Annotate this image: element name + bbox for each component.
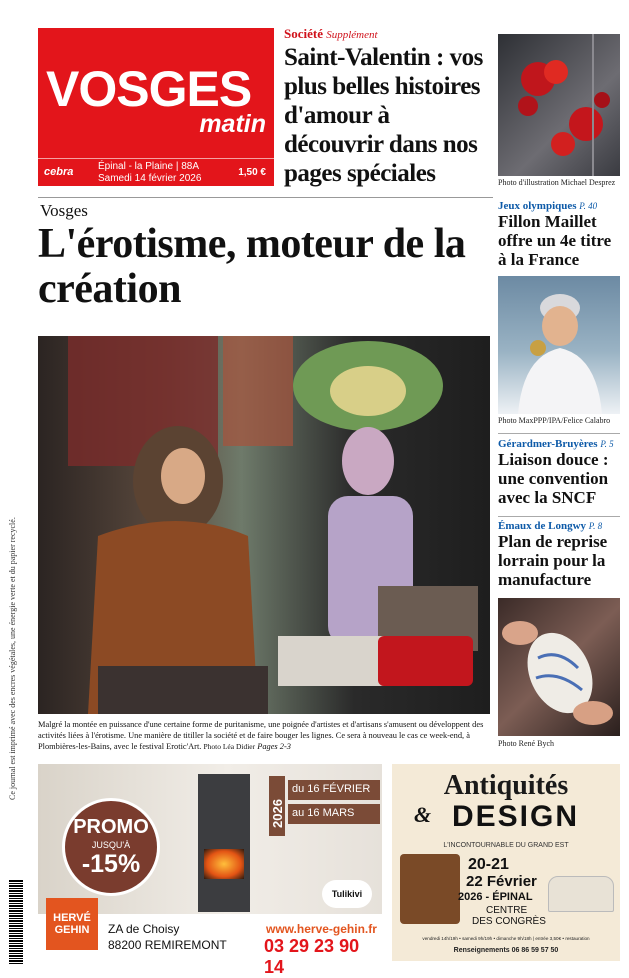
ad-website[interactable]: www.herve-gehin.fr bbox=[266, 922, 377, 936]
longwy-caption: Photo René Bych bbox=[498, 739, 554, 748]
ad-address-line1: ZA de Choisy bbox=[108, 922, 180, 936]
body-painting-illustration bbox=[38, 336, 490, 714]
side-headline: Plan de reprise lorrain pour la manufacture bbox=[498, 532, 608, 589]
top-teaser-kicker bbox=[284, 26, 378, 42]
ad-venue-2: DES CONGRÈS bbox=[472, 916, 546, 927]
fire-icon bbox=[204, 849, 244, 879]
promo-badge: PROMO JUSQU'À -15% bbox=[62, 798, 160, 896]
ad-venue-1: CENTRE bbox=[486, 905, 528, 916]
ad-address-line2: 88200 REMIREMONT bbox=[108, 938, 227, 952]
kicker-label: Société bbox=[284, 26, 323, 41]
valentine-caption: Photo d'illustration Michael Desprez bbox=[498, 178, 616, 187]
ad-date-to: au 16 MARS bbox=[288, 804, 380, 824]
caption-text: Malgré la montée en puissance d'une certaine forme de puritanisme, une poignée d'artistes et d'artisans s'amusent ou développent des activités liées à l'érotisme. Une manière de titiller la société et de faire bouger les lignes. Ce sera à nouveau le cas ce week-end, à Plombières-les-Bains, avec le festival Erotic'Art. bbox=[38, 720, 484, 751]
side-story-gerardmer[interactable] bbox=[498, 438, 623, 507]
edition-location: Épinal - la Plaine | 88A bbox=[98, 161, 199, 172]
ad-info: Renseignements 06 86 59 57 50 bbox=[453, 947, 559, 954]
masthead-title: VOSGES bbox=[46, 61, 252, 117]
ad-dates-2: 22 Février bbox=[466, 873, 537, 890]
divider bbox=[498, 516, 620, 517]
ad-year: 2026 bbox=[269, 776, 285, 836]
caption-credit: Photo Léa Didier bbox=[203, 742, 256, 751]
ad-phone: 03 29 23 90 14 bbox=[264, 936, 360, 977]
ad-title-2: DESIGN bbox=[452, 800, 580, 833]
side-headline: Fillon Maillet offre un 4e titre à la France bbox=[498, 212, 612, 269]
ad-tagline: L'INCONTOURNABLE DU GRAND EST bbox=[443, 842, 569, 849]
main-kicker: Vosges bbox=[40, 201, 88, 220]
red-flowers-illustration bbox=[498, 34, 620, 176]
print-note: Ce journal est imprimé avec des encres végétales, une énergie verte et du papier recyclé. bbox=[8, 517, 17, 800]
side-kicker: Gérardmer-Bruyères P. 5 bbox=[498, 438, 614, 450]
armchair-illustration bbox=[548, 876, 614, 912]
ad-ampersand: & bbox=[414, 802, 432, 827]
commode-illustration bbox=[400, 854, 460, 924]
ad-herve-gehin[interactable] bbox=[38, 764, 382, 977]
divider bbox=[498, 433, 620, 434]
enamel-vase-illustration bbox=[498, 598, 620, 736]
ad-title-1: Antiquités bbox=[443, 770, 569, 801]
olympics-caption: Photo MaxPPP/IPA/Felice Calabro bbox=[498, 416, 611, 425]
side-story-longwy[interactable] bbox=[498, 520, 623, 589]
olympics-photo[interactable] bbox=[498, 276, 620, 414]
main-headline[interactable]: L'érotisme, moteur de la création bbox=[38, 221, 466, 312]
main-photo[interactable] bbox=[38, 336, 490, 714]
price: 1,50 € bbox=[238, 167, 266, 178]
masthead-subtitle: matin bbox=[199, 110, 266, 138]
masthead bbox=[38, 28, 274, 186]
divider bbox=[38, 197, 493, 198]
side-story-olympics[interactable] bbox=[498, 200, 623, 269]
ad-hours: vendredi 14h/19h • samedi 9h/19h • dimanche 9h/18h | entrée 3,50€ • restauration bbox=[422, 936, 590, 941]
caption-pages: Pages 2-3 bbox=[257, 742, 291, 751]
masthead-bar bbox=[38, 158, 274, 186]
valentine-photo[interactable] bbox=[498, 34, 620, 176]
ad-antiques-design[interactable] bbox=[392, 764, 620, 961]
side-kicker: Émaux de Longwy P. 8 bbox=[498, 520, 603, 532]
top-teaser-headline[interactable]: Saint-Valentin : vos plus belles histoires d'amour à découvrir dans nos pages spéciales bbox=[284, 44, 483, 187]
herve-gehin-logo: HERVÉ GEHIN bbox=[46, 898, 98, 950]
cebra-logo: cebra bbox=[44, 166, 74, 178]
main-caption bbox=[38, 719, 490, 752]
barcode bbox=[9, 880, 23, 964]
tulikivi-logo: Tulikivi bbox=[322, 880, 372, 908]
longwy-photo[interactable] bbox=[498, 598, 620, 736]
side-headline: Liaison douce : une convention avec la SNCF bbox=[498, 450, 609, 507]
ad-dates-1: 20-21 bbox=[468, 856, 509, 873]
side-kicker: Jeux olympiques P. 40 bbox=[498, 200, 598, 212]
ad-date-from: du 16 FÉVRIER bbox=[288, 780, 380, 800]
kicker-note: Supplément bbox=[326, 29, 378, 41]
athlete-illustration bbox=[498, 276, 620, 414]
ad-year-city: 2026 - ÉPINAL bbox=[458, 891, 533, 903]
edition-date: Samedi 14 février 2026 bbox=[98, 173, 202, 184]
stove-column bbox=[198, 774, 250, 912]
